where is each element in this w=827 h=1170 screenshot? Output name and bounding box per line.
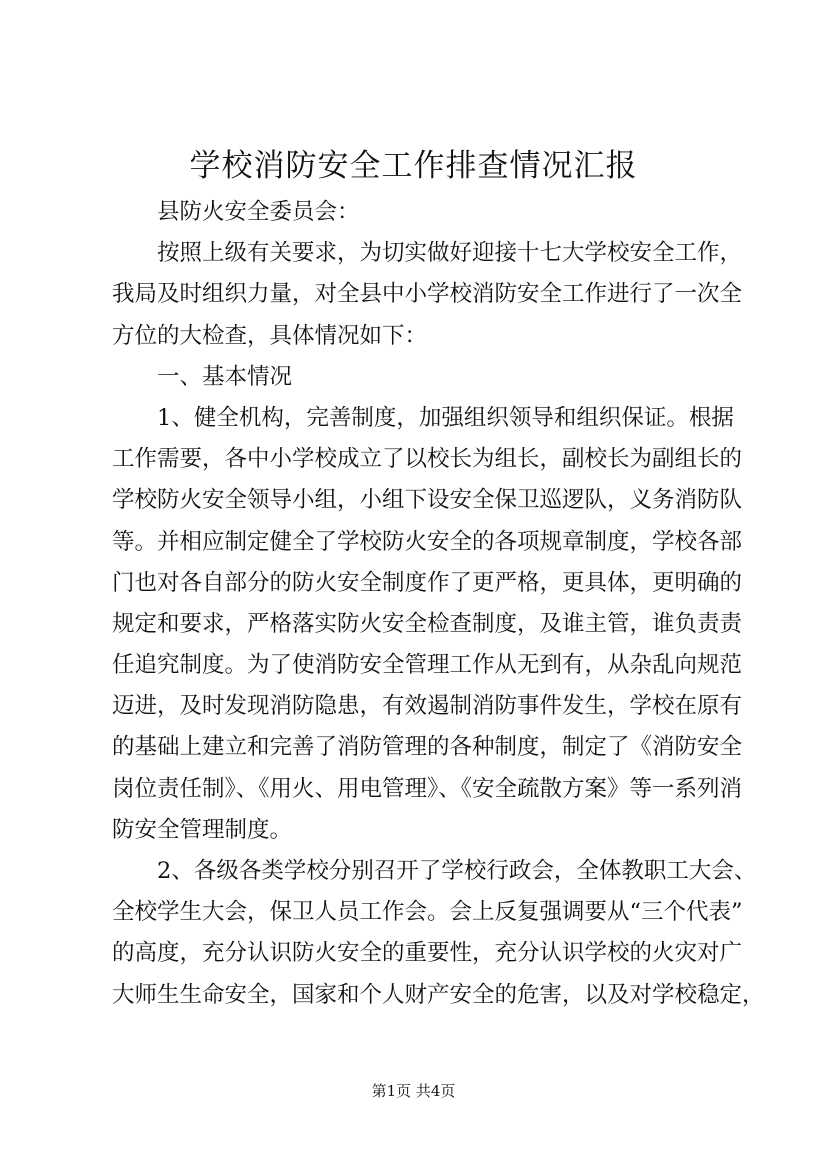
document-text-line: 1、健全机构，完善制度，加强组织领导和组织保证。根据 [157,404,734,431]
document-text-line: 的高度，充分认识防火安全的重要性，充分认识学校的火灾对广 [112,940,743,967]
document-text-line: 迈进，及时发现消防隐患，有效遏制消防事件发生，学校在原有 [112,693,743,720]
document-body [112,192,765,1016]
document-text-line: 防安全管理制度。 [112,816,293,843]
page-footer: 第1页 共4页 [371,1082,456,1100]
document-text-line: 学校防火安全领导小组，小组下设安全保卫巡逻队，义务消防队 [112,487,743,514]
document-text-line: 方位的大检查，具体情况如下： [112,322,428,349]
document-text-line: 大师生生命安全，国家和个人财产安全的危害，以及对学校稳定， [112,981,765,1008]
document-text-line: 县防火安全委员会： [157,199,360,225]
document-text-line: 我局及时组织力量，对全县中小学校消防安全工作进行了一次全 [112,281,743,308]
document-text-line: 任追究制度。为了使消防安全管理工作从无到有，从杂乱向规范 [112,652,743,679]
document-text-line: 全校学生大会，保卫人员工作会。会上反复强调要从“三个代表” [112,899,743,926]
document-text-line: 工作需要，各中小学校成立了以校长为组长，副校长为副组长的 [112,446,743,473]
document-text-line: 等。并相应制定健全了学校防火安全的各项规章制度，学校各部 [112,528,743,555]
document-text-line: 岗位责任制》、《用火、用电管理》、《安全疏散方案》等一系列消 [112,775,743,802]
document-text-line: 按照上级有关要求，为切实做好迎接十七大学校安全工作， [157,240,743,267]
document-title: 学校消防安全工作排查情况汇报 [189,148,638,184]
document-text-line: 2、各级各类学校分别召开了学校行政会，全体教职工大会、 [157,858,757,884]
document-text-line: 一、基本情况 [157,363,293,390]
document-text-line: 的基础上建立和完善了消防管理的各种制度，制定了《消防安全 [112,734,743,761]
document-text-line: 门也对各自部分的防火安全制度作了更严格，更具体，更明确的 [112,569,743,596]
document-text-line: 规定和要求，严格落实防火安全检查制度，及谁主管，谁负责责 [112,610,743,637]
